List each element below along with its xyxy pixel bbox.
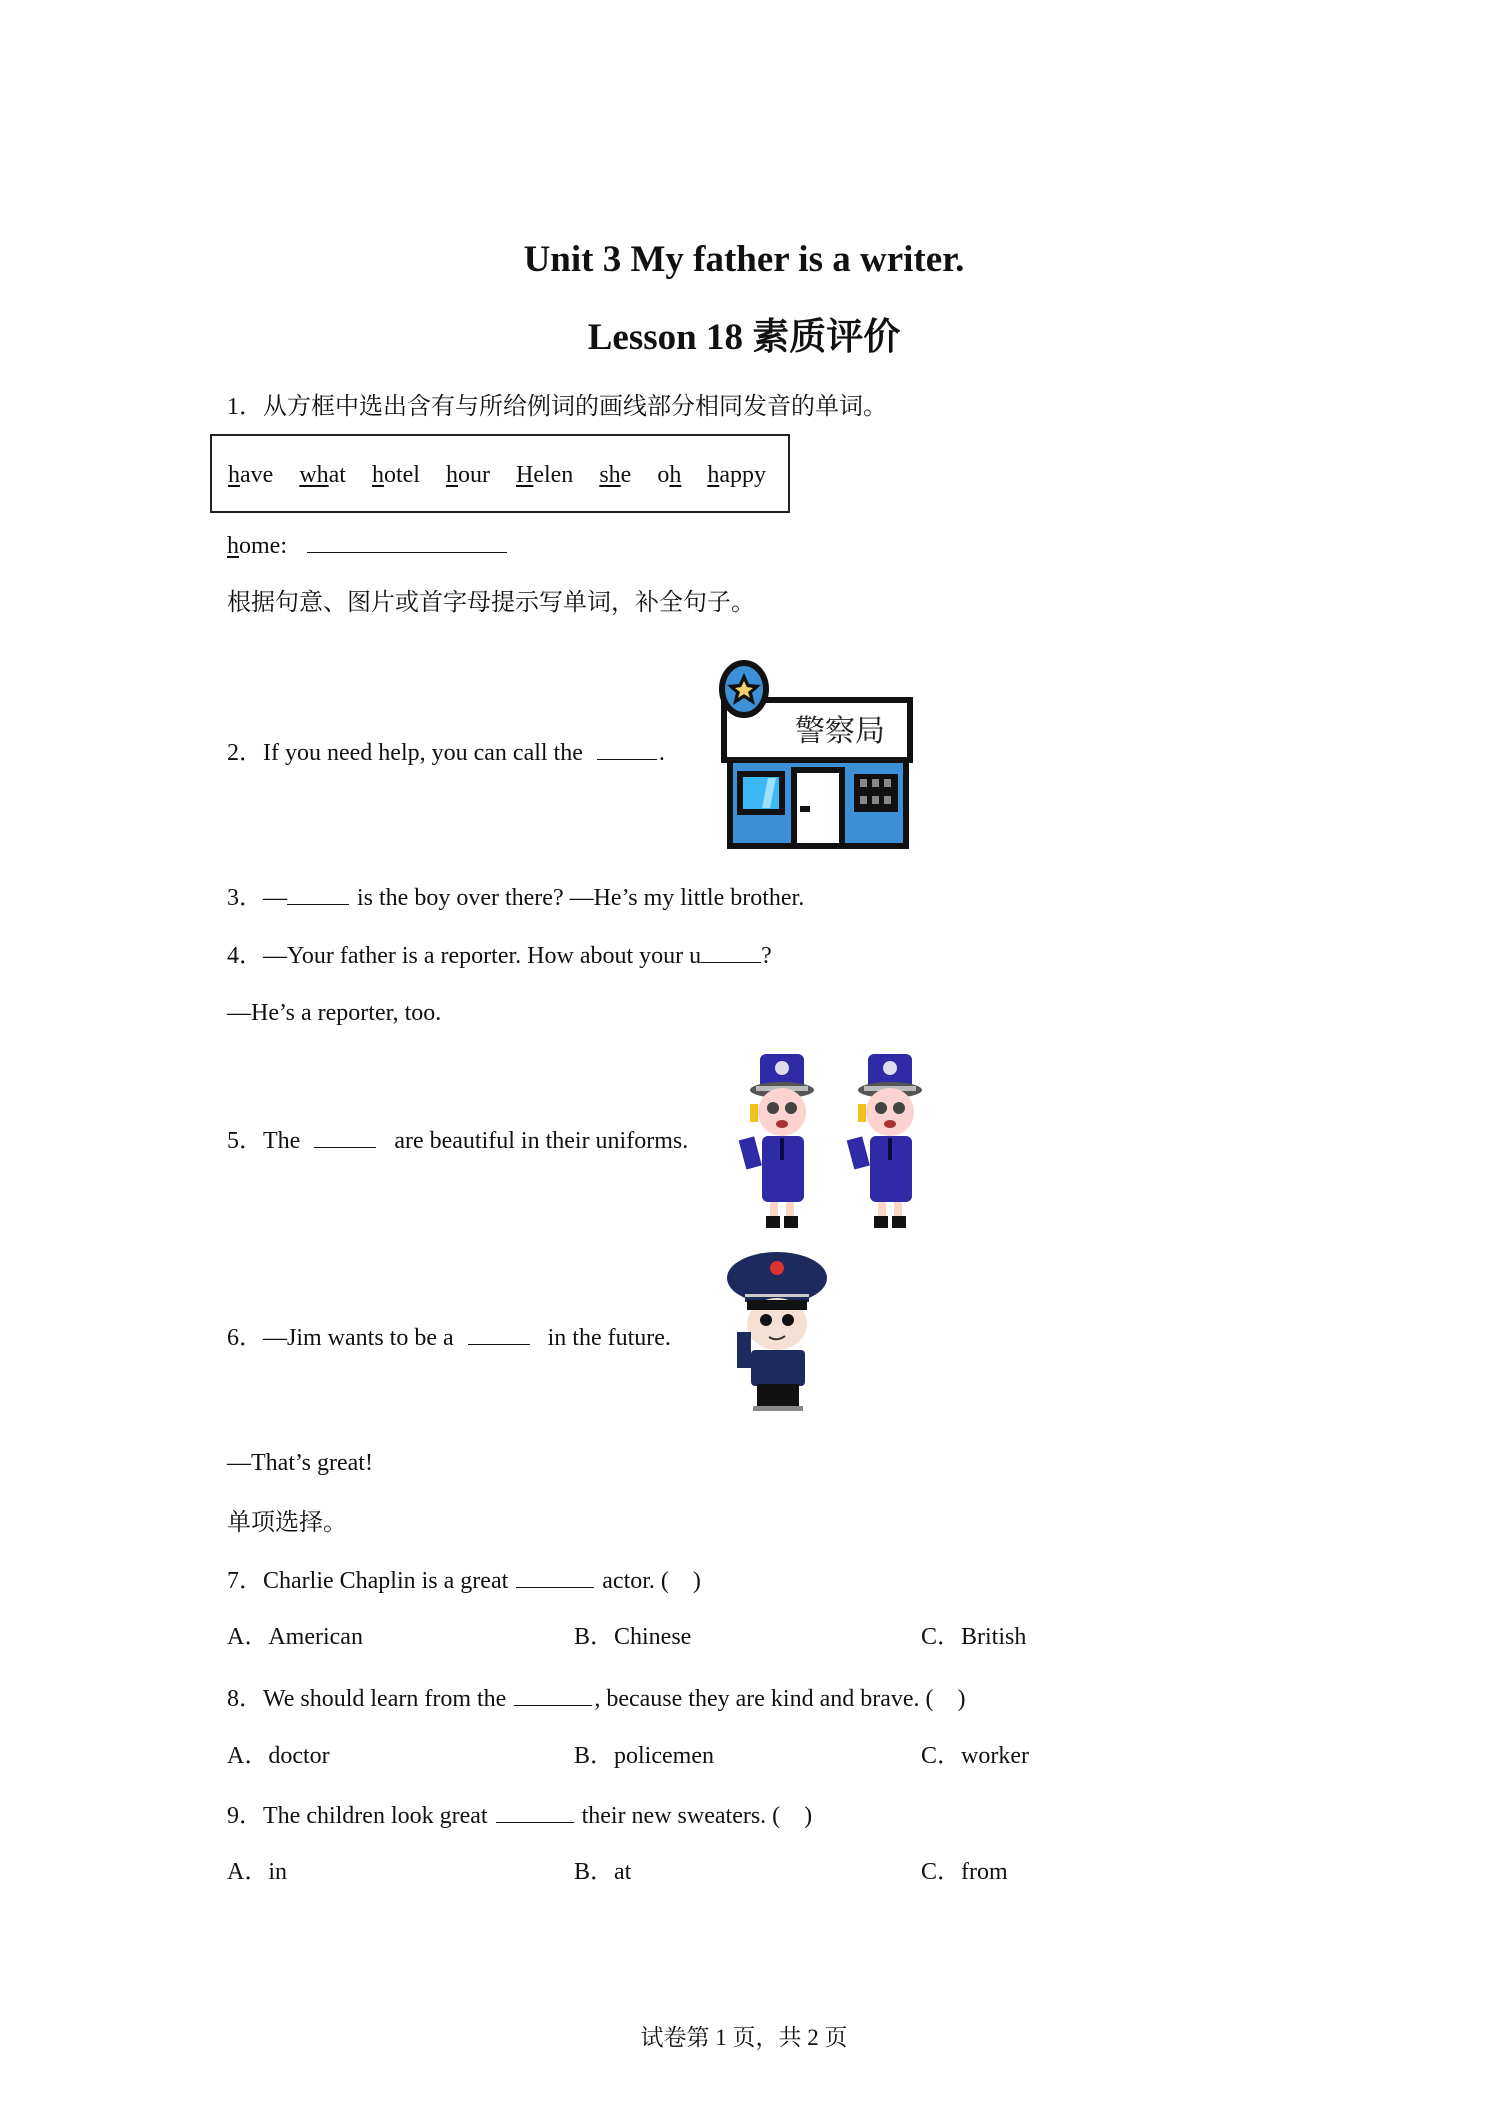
word-item: oh bbox=[657, 462, 682, 488]
question-3: 3．— is the boy over there? —He’s my little brother. bbox=[227, 882, 804, 913]
question-6: 6．—Jim wants to be a in the future. bbox=[227, 1322, 671, 1353]
q8-option-c[interactable]: C．worker bbox=[921, 1743, 1029, 1769]
question-2: 2．If you need help, you can call the . bbox=[227, 737, 665, 768]
q9-option-c[interactable]: C．from bbox=[921, 1859, 1008, 1885]
word-item: hour bbox=[445, 462, 490, 488]
section-2-instruction: 根据句意、图片或首字母提示写单词，补全句子。 bbox=[227, 590, 755, 616]
q9-option-a[interactable]: A．in bbox=[227, 1859, 287, 1885]
policeman-icon bbox=[725, 1252, 860, 1412]
word-item: hotel bbox=[371, 462, 420, 488]
q7-option-b[interactable]: B．Chinese bbox=[574, 1624, 692, 1650]
word-item: she bbox=[599, 462, 632, 488]
instruction-text: 从方框中选出含有与所给例词的画线部分相同发音的单词。 bbox=[263, 394, 887, 420]
answer-blank[interactable] bbox=[496, 1800, 574, 1823]
answer-blank[interactable] bbox=[516, 1565, 594, 1588]
q8-option-a[interactable]: A．doctor bbox=[227, 1743, 330, 1769]
question-number: 1． bbox=[227, 394, 263, 420]
policewomen-icon bbox=[738, 1052, 938, 1232]
page-footer: 试卷第 1 页，共 2 页 bbox=[640, 2025, 848, 2050]
answer-blank[interactable] bbox=[514, 1683, 592, 1706]
answer-blank[interactable] bbox=[307, 530, 507, 553]
page-subtitle: Lesson 18 素质评价 bbox=[587, 317, 901, 358]
question-5: 5．The are beautiful in their uniforms. bbox=[227, 1125, 688, 1156]
police-station-image bbox=[718, 657, 913, 852]
answer-blank[interactable] bbox=[314, 1125, 376, 1148]
question-6-reply: —That’s great! bbox=[227, 1450, 373, 1476]
question-7: 7．Charlie Chaplin is a great actor. ( ) bbox=[227, 1565, 701, 1596]
answer-blank[interactable] bbox=[701, 940, 761, 963]
q9-option-b[interactable]: B．at bbox=[574, 1859, 632, 1885]
policeman-image bbox=[725, 1252, 860, 1412]
question-4-reply: —He’s a reporter, too. bbox=[227, 1000, 442, 1026]
q8-option-b[interactable]: B．policemen bbox=[574, 1743, 714, 1769]
page-title: Unit 3 My father is a writer. bbox=[523, 239, 965, 280]
answer-blank[interactable] bbox=[287, 882, 349, 905]
policewomen-image bbox=[738, 1052, 938, 1232]
question-4: 4．—Your father is a reporter. How about your u ? bbox=[227, 940, 772, 971]
example-word-row bbox=[227, 530, 509, 561]
answer-blank[interactable] bbox=[597, 737, 657, 760]
word-bank-words bbox=[228, 460, 766, 490]
example-rest: ome: bbox=[239, 533, 287, 559]
word-item: what bbox=[299, 462, 346, 488]
question-8: 8．We should learn from the , because they are kind and brave. ( ) bbox=[227, 1683, 966, 1714]
svg-text:警察局: 警察局 bbox=[795, 714, 885, 749]
police-station-icon bbox=[718, 657, 913, 852]
q7-option-c[interactable]: C．British bbox=[921, 1624, 1027, 1650]
question-1-instruction bbox=[227, 392, 887, 422]
question-9: 9．The children look great their new sweaters. ( ) bbox=[227, 1800, 812, 1831]
example-underlined: h bbox=[227, 533, 239, 559]
q7-option-a[interactable]: A．American bbox=[227, 1624, 363, 1650]
word-item: Helen bbox=[515, 462, 574, 488]
word-item: have bbox=[228, 462, 274, 488]
word-bank-box bbox=[210, 434, 790, 513]
section-3-instruction: 单项选择。 bbox=[227, 1510, 347, 1536]
answer-blank[interactable] bbox=[468, 1322, 530, 1345]
word-item: happy bbox=[707, 462, 766, 488]
